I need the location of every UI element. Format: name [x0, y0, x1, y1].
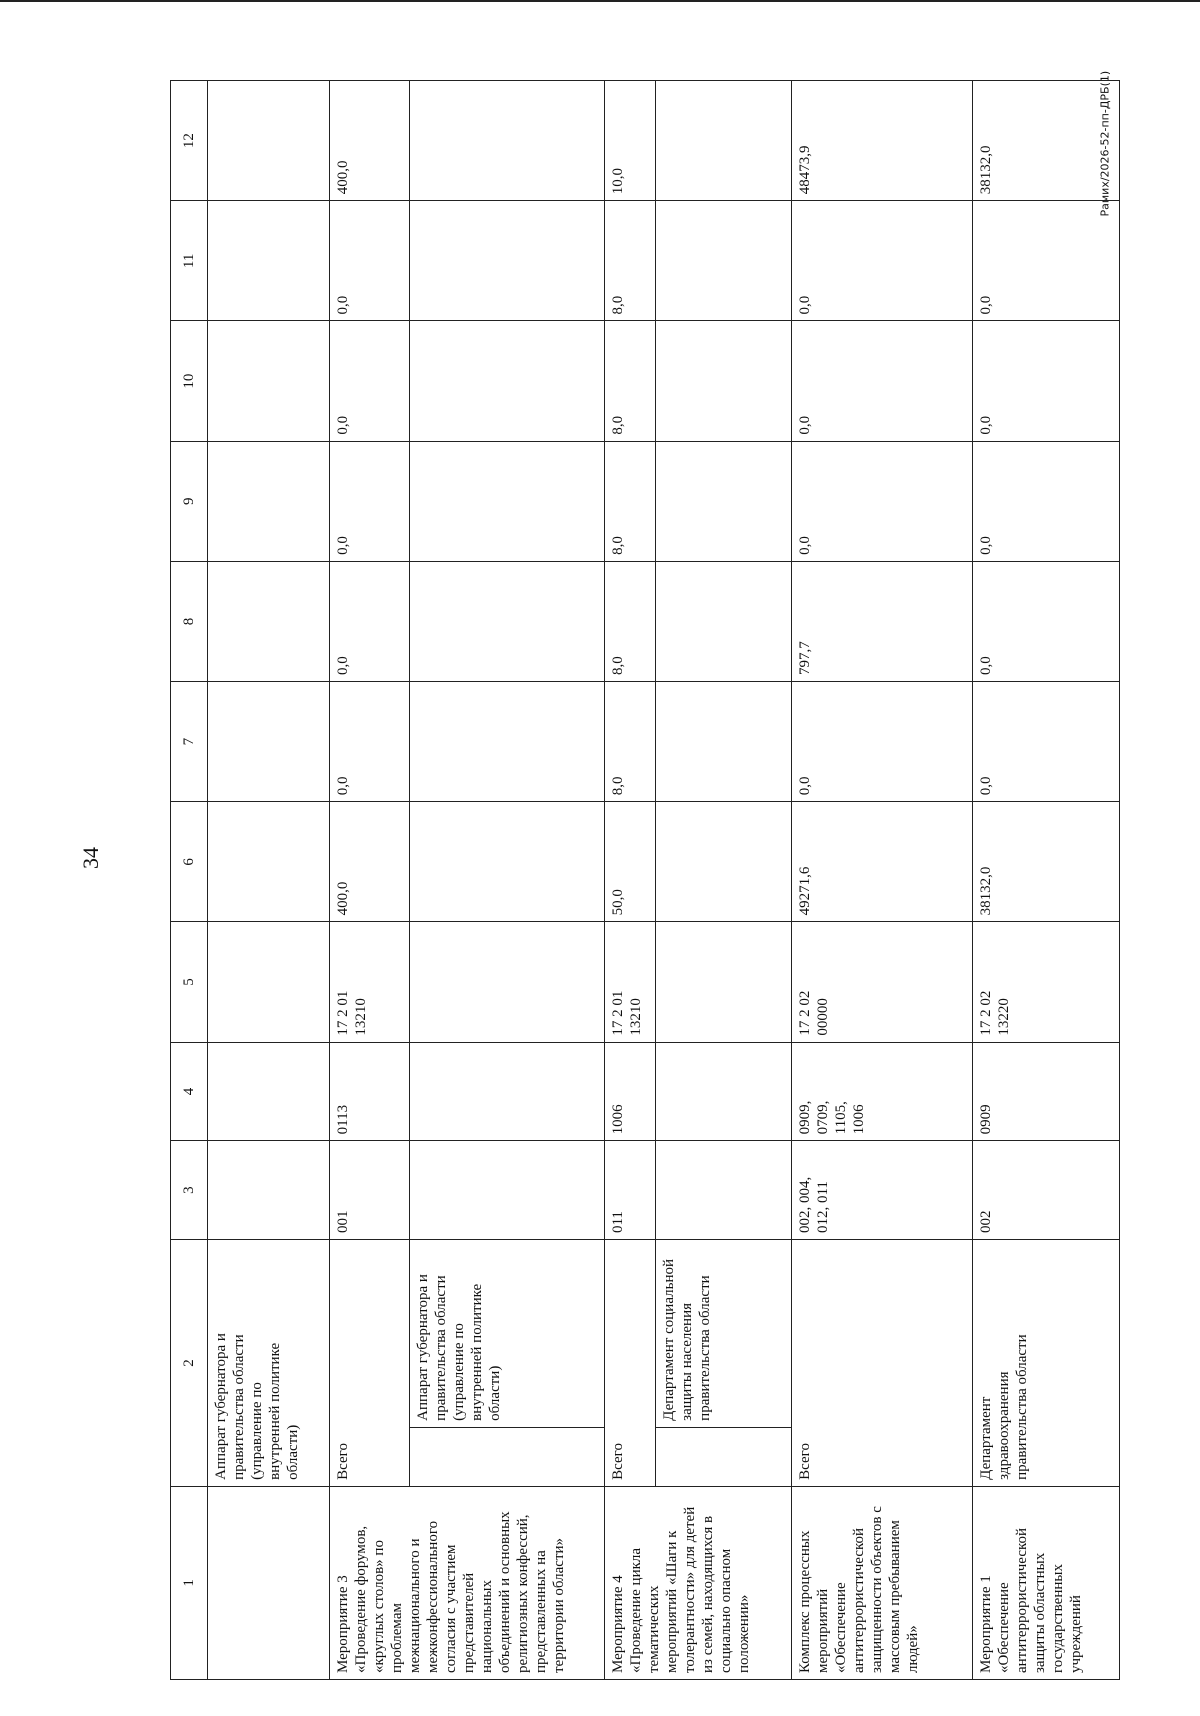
cell-responsible: Аппарат губернатора и правительства области (управление по внутренней политике области) — [208, 1240, 330, 1487]
cell-value: 400,0 — [330, 81, 410, 201]
cell-empty — [208, 682, 330, 802]
cell-empty — [656, 321, 792, 441]
header-cell-7: 7 — [171, 682, 208, 802]
header-cell-5: 5 — [171, 922, 208, 1042]
cell-value: 0,0 — [972, 201, 1119, 321]
cell-empty — [410, 802, 605, 922]
cell-value: 49271,6 — [791, 802, 972, 922]
cell-section: 1006 — [605, 1042, 656, 1141]
table-row — [656, 81, 792, 1680]
cell-empty — [410, 321, 605, 441]
cell-empty — [208, 201, 330, 321]
header-cell-8: 8 — [171, 561, 208, 681]
table-row — [972, 81, 1119, 1680]
cell-empty — [656, 802, 792, 922]
cell-value: 0,0 — [330, 682, 410, 802]
cell-responsible: Департамент здравоохранения правительства области — [972, 1240, 1119, 1487]
cell-empty — [208, 81, 330, 201]
cell-empty — [208, 561, 330, 681]
cell-activity-name: Мероприятие 4 «Проведение цикла тематических мероприятий «Шаги к толерантности» для детей из семей, находящихся в социально опасном положении» — [605, 1486, 792, 1679]
cell-empty — [208, 441, 330, 561]
cell-empty — [410, 201, 605, 321]
header-cell-1: 1 — [171, 1486, 208, 1679]
cell-code: 001 — [330, 1141, 410, 1240]
cell-value: 48473,9 — [791, 81, 972, 201]
cell-value: 8,0 — [605, 682, 656, 802]
cell-value: 0,0 — [791, 441, 972, 561]
cell-empty — [656, 81, 792, 201]
cell-value: 0,0 — [972, 682, 1119, 802]
budget-table — [170, 70, 1120, 1680]
cell-indent — [410, 1427, 605, 1486]
cell-activity-name: Комплекс процессных мероприятий «Обеспечение антитеррористической защищенности объектов с массовым пребыванием людей» — [791, 1486, 972, 1679]
cell-responsible: Департамент социальной защиты населения правительства области — [656, 1240, 792, 1428]
cell-target-article: 17 2 01 13210 — [330, 922, 410, 1042]
header-row — [171, 81, 208, 1680]
header-cell-6: 6 — [171, 802, 208, 922]
cell-value: 797,7 — [791, 561, 972, 681]
header-cell-10: 10 — [171, 321, 208, 441]
cell-empty — [208, 802, 330, 922]
header-cell-11: 11 — [171, 201, 208, 321]
table-region — [170, 70, 1120, 1680]
cell-empty — [656, 561, 792, 681]
top-border-line — [0, 0, 1200, 2]
document-code: Рамих/2026-52-пп-ДРБ(1) — [1098, 70, 1112, 217]
cell-code: 002 — [972, 1141, 1119, 1240]
table-row — [605, 81, 656, 1680]
cell-empty — [410, 561, 605, 681]
cell-value: 38132,0 — [972, 81, 1119, 201]
cell-empty — [410, 441, 605, 561]
cell-value: 0,0 — [791, 321, 972, 441]
cell-activity-name: Мероприятие 1 «Обеспечение антитеррористической защиты областных государственных учреждений — [972, 1486, 1119, 1679]
cell-empty — [656, 441, 792, 561]
header-cell-4: 4 — [171, 1042, 208, 1141]
cell-value: 8,0 — [605, 321, 656, 441]
cell-indent — [656, 1427, 792, 1486]
cell-empty — [410, 81, 605, 201]
cell-empty — [208, 922, 330, 1042]
cell-code: 011 — [605, 1141, 656, 1240]
cell-value: 0,0 — [330, 561, 410, 681]
cell-value: 0,0 — [330, 321, 410, 441]
header-cell-9: 9 — [171, 441, 208, 561]
cell-responsible: Аппарат губернатора и правительства области (управление по внутренней политике области) — [410, 1240, 605, 1428]
cell-empty — [208, 1042, 330, 1141]
cell-target-article: 17 2 02 13220 — [972, 922, 1119, 1042]
cell-total-label: Всего — [605, 1240, 656, 1487]
cell-empty — [208, 1141, 330, 1240]
cell-value: 0,0 — [791, 682, 972, 802]
table-row — [791, 81, 972, 1680]
cell-value: 50,0 — [605, 802, 656, 922]
table-row — [410, 81, 605, 1680]
header-cell-3: 3 — [171, 1141, 208, 1240]
cell-value: 8,0 — [605, 201, 656, 321]
table-row — [208, 81, 330, 1680]
cell-value: 8,0 — [605, 441, 656, 561]
cell-empty — [656, 682, 792, 802]
cell-empty — [656, 201, 792, 321]
cell-total-label: Всего — [330, 1240, 410, 1487]
cell-activity-name: Мероприятие 3 «Проведение форумов, «круглых столов» по проблемам межнационального и межконфессионального согласия с участием представителей национальных объединений и основных религиозных конфессий, представленных на территории области» — [330, 1486, 605, 1679]
cell-value: 38132,0 — [972, 802, 1119, 922]
rotated-table-container — [170, 70, 1120, 1680]
cell-section: 0909, 0709, 1105, 1006 — [791, 1042, 972, 1141]
cell-section: 0909 — [972, 1042, 1119, 1141]
cell-empty — [410, 1042, 605, 1141]
header-cell-12: 12 — [171, 81, 208, 201]
cell-section: 0113 — [330, 1042, 410, 1141]
cell-value: 0,0 — [972, 321, 1119, 441]
cell-value: 0,0 — [330, 201, 410, 321]
page-number: 34 — [78, 847, 103, 869]
cell-empty — [656, 1042, 792, 1141]
cell-empty — [656, 1141, 792, 1240]
cell-empty — [410, 922, 605, 1042]
cell-empty — [410, 682, 605, 802]
cell-col1-empty — [208, 1486, 330, 1679]
table-row — [330, 81, 410, 1680]
cell-value: 8,0 — [605, 561, 656, 681]
cell-total-label: Всего — [791, 1240, 972, 1487]
cell-empty — [656, 922, 792, 1042]
cell-value: 10,0 — [605, 81, 656, 201]
cell-empty — [208, 321, 330, 441]
cell-value: 0,0 — [791, 201, 972, 321]
cell-target-article: 17 2 02 00000 — [791, 922, 972, 1042]
cell-empty — [410, 1141, 605, 1240]
cell-value: 400,0 — [330, 802, 410, 922]
cell-value: 0,0 — [330, 441, 410, 561]
cell-value: 0,0 — [972, 441, 1119, 561]
cell-target-article: 17 2 01 13210 — [605, 922, 656, 1042]
cell-value: 0,0 — [972, 561, 1119, 681]
header-cell-2: 2 — [171, 1240, 208, 1487]
cell-code: 002, 004, 012, 011 — [791, 1141, 972, 1240]
